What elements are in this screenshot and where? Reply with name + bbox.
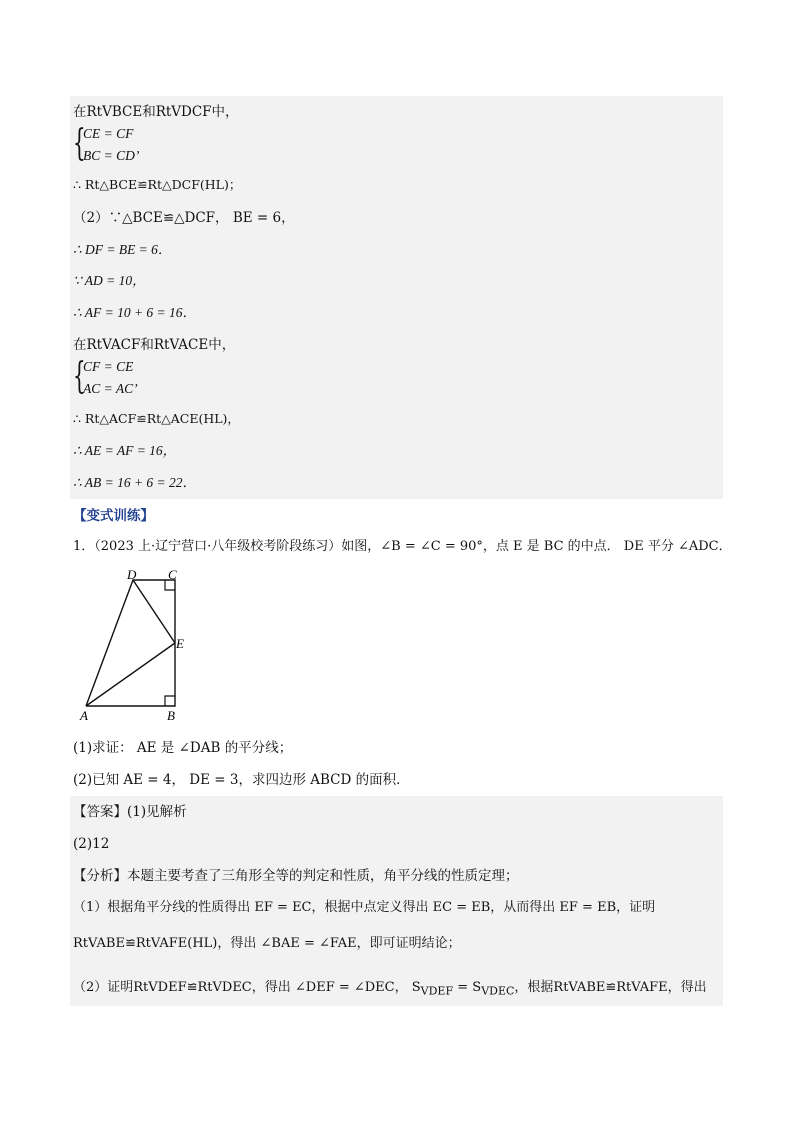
text-line: ∴ AF = 10 + 6 = 16． — [73, 305, 197, 320]
answer-line: (2)12 — [73, 836, 110, 852]
geometry-figure — [78, 568, 198, 728]
question-2: (2)已知 AE = 4， DE = 3，求四边形 ABCD 的面积． — [73, 772, 410, 788]
label-C: C — [168, 568, 177, 582]
analysis-line: RtVABE≌RtVAFE(HL)，得出 ∠BAE = ∠FAE，即可证明结论； — [73, 936, 461, 951]
analysis-text: （2）证明RtVDEF≌RtVDEC，得出 ∠DEF = ∠DEC， S — [73, 980, 421, 995]
text-line: 在RtVACF和RtVACE中， — [73, 337, 236, 353]
answer-line: 【答案】(1)见解析 — [73, 804, 187, 820]
label-A: A — [80, 708, 88, 723]
text-line: 在RtVBCE和RtVDCF中， — [73, 104, 239, 120]
analysis-text: = S — [453, 980, 482, 995]
subscript: VDEC — [481, 984, 515, 998]
text-line: ∵ AD = 10， — [73, 273, 146, 288]
label-D: D — [127, 568, 137, 582]
analysis-line: 【分析】本题主要考查了三角形全等的判定和性质，角平分线的性质定理； — [73, 868, 519, 884]
brace-icon: { — [73, 356, 86, 397]
analysis-text: ，根据RtVABE≌RtVAFE，得出 — [514, 980, 707, 995]
text-line: （2）∵△BCE≌△DCF， BE = 6， — [73, 210, 295, 226]
section-heading: 【变式训练】 — [73, 508, 154, 524]
equation: CF = CE — [83, 359, 134, 374]
text-line: ∴ AE = AF = 16， — [73, 443, 177, 458]
text-line: ∴ DF = BE = 6． — [73, 242, 172, 257]
analysis-line — [73, 978, 707, 1002]
problem-statement: 1．（2023 上·辽宁营口·八年级校考阶段练习）如图，∠B = ∠C = 90°，点 E 是 BC 的中点． DE 平分 ∠ADC． — [73, 539, 732, 554]
brace-icon: { — [73, 123, 86, 164]
text-line: ∴ Rt△BCE≌Rt△DCF(HL)； — [73, 177, 242, 192]
equation-system — [73, 357, 193, 401]
analysis-line: （1）根据角平分线的性质得出 EF = EC，根据中点定义得出 EC = EB，从而得出 EF = EB，证明 — [73, 900, 656, 915]
label-B: B — [167, 708, 175, 723]
equation-system — [73, 124, 193, 168]
equation: AC = AC’ — [83, 381, 138, 396]
equation: CE = CF — [83, 126, 134, 141]
label-E: E — [176, 636, 184, 651]
subscript: VDEF — [420, 984, 454, 998]
question-1: (1)求证： AE 是 ∠DAB 的平分线； — [73, 740, 293, 756]
equation: BC = CD’ — [83, 148, 140, 163]
text-line: ∴ Rt△ACF≌Rt△ACE(HL)， — [73, 411, 240, 426]
text-line: ∴ AB = 16 + 6 = 22． — [73, 475, 197, 490]
